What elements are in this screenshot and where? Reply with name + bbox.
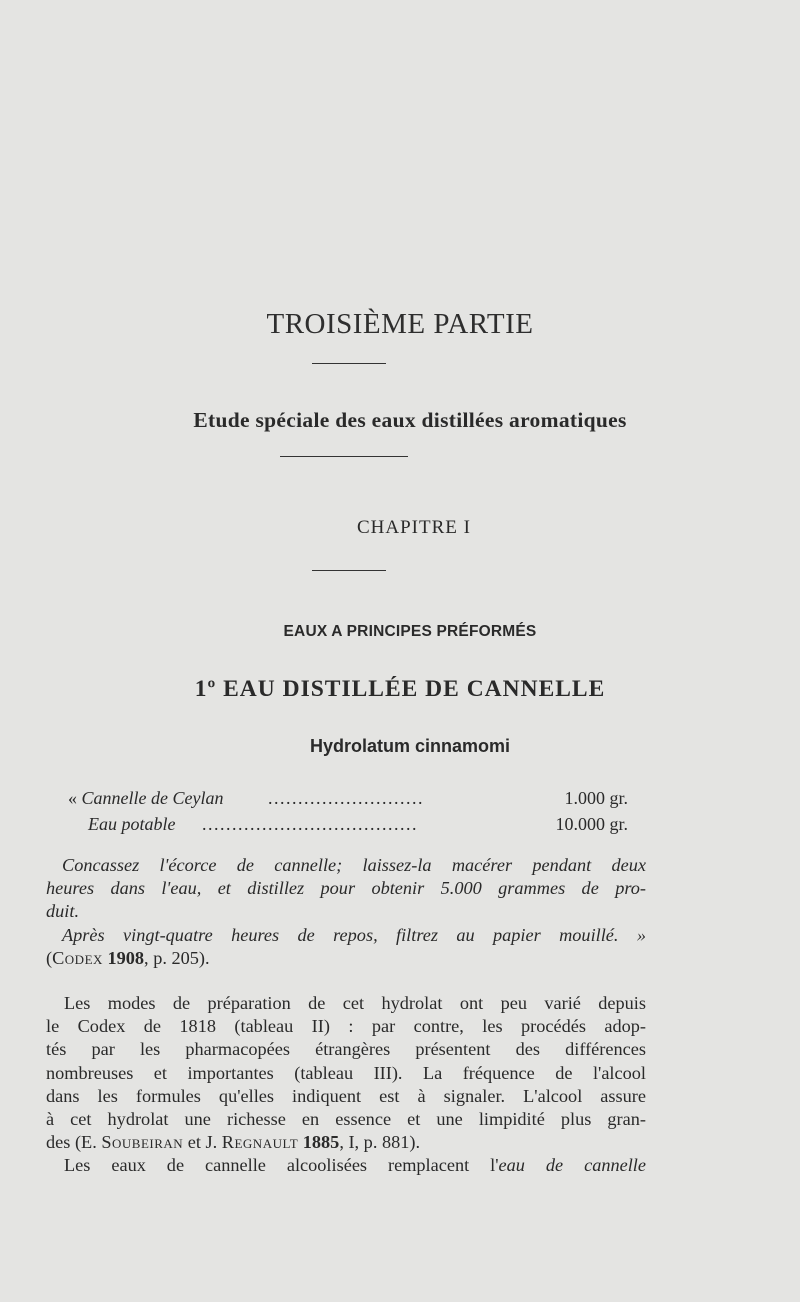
ingredient-quantity: 1.000 gr. [564,788,628,808]
text-line: heures dans l'eau, et distillez pour obtenir 5.000 grammes de pro- [46,878,646,899]
citation-source: Codex [52,947,103,968]
italic-term: eau de cannelle [498,1155,646,1176]
citation-year: 1908 [107,947,145,968]
text-line: dans les formules qu'elles indiquent est à signaler. L'alcool assure [46,1085,646,1106]
section-title: EAUX A PRINCIPES PRÉFORMÉS [283,623,537,640]
text-line: Après vingt-quatre heures de repos, filtrez au papier mouillé. » [62,924,646,945]
title-rule [312,363,386,364]
text-line: Les modes de préparation de cet hydrolat ont peu varié depuis [64,993,646,1013]
text-line: tés par les pharmacopées étrangères présentent des différences [46,1039,646,1060]
article-heading: 1º EAU DISTILLÉE DE CANNELLE [194,676,606,702]
text-fragment: , I, p. 881). [339,1132,421,1153]
latin-name: Hydrolatum cinnamomi [309,736,511,756]
instructions-paragraph [46,854,646,970]
subtitle-rule [280,456,408,457]
ingredient-quantity: 10.000 gr. [555,814,628,834]
reference-year: 1885 [302,1132,340,1153]
author-name: Regnault [221,1132,299,1153]
part-title: TROISIÈME PARTIE [266,308,534,340]
text-line: Concassez l'écorce de cannelle; laissez-la macérer pendant deux [62,855,646,875]
part-subtitle: Etude spéciale des eaux distillées aromatiques [193,408,627,432]
formula-row [68,788,628,812]
text-line: à cet hydrolat une richesse en essence et une limpidité plus gran- [46,1109,646,1130]
text-line: duit. [46,901,80,922]
formula-row [68,814,628,838]
leader-dots: .................................... [202,814,418,834]
citation-paren: ( [46,947,53,968]
chapter-rule [312,570,386,571]
body-paragraph [46,992,646,1178]
text-line: le Codex de 1818 (tableau II) : par contre, les procédés adop- [46,1016,646,1037]
text-line [46,1154,646,1177]
text-line [46,1131,646,1154]
opening-quote: « [68,788,82,808]
citation [46,947,646,970]
text-line: nombreuses et importantes (tableau III). La fréquence de l'alcool [46,1062,646,1083]
ingredient-name [68,788,223,809]
text-fragment: Les eaux de cannelle alcoolisées remplacent l' [64,1155,499,1176]
chapter-title: CHAPITRE I [357,517,471,538]
text-fragment: des (E. [46,1132,102,1153]
leader-dots: .......................... [268,788,424,808]
citation-page: , p. 205). [144,947,210,968]
author-name: Soubeiran [101,1132,184,1153]
ingredient-label: Cannelle de Ceylan [81,788,224,808]
text-fragment: et J. [183,1132,222,1153]
ingredient-label: Eau potable [88,814,176,834]
